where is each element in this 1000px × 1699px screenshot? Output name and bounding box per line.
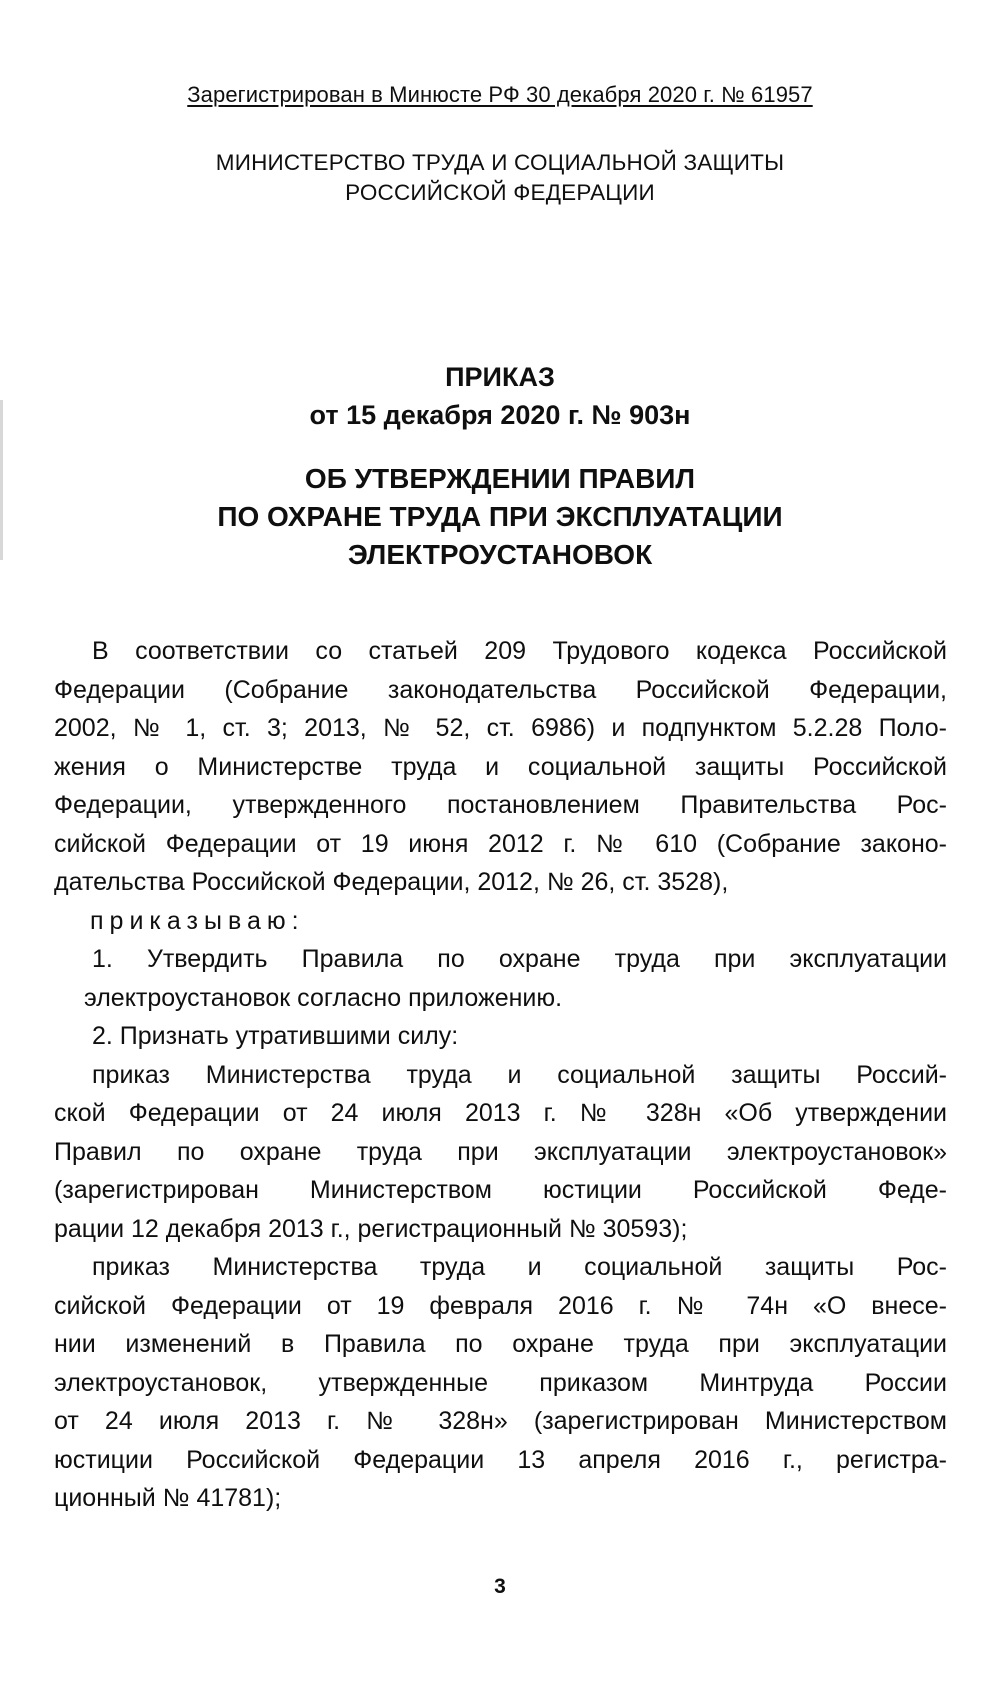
repealed-order-2-line: приказ Министерства труда и социальной защиты Рос-: [92, 1253, 947, 1281]
repealed-order-1-line: приказ Министерства труда и социальной защиты Россий-: [92, 1060, 947, 1089]
item-1-line: электроустановок согласно приложению.: [84, 983, 563, 1012]
title-line-2: ПО ОХРАНЕ ТРУДА ПРИ ЭКСПЛУАТАЦИИ: [217, 501, 783, 532]
ministry-heading: [0, 148, 1000, 208]
repealed-order-1-line: (зарегистрирован Министерством юстиции Российской Феде-: [54, 1176, 947, 1204]
title-line-1: ОБ УТВЕРЖДЕНИИ ПРАВИЛ: [304, 463, 696, 494]
body-line: сийской Федерации от 19 июня 2012 г. № 610 (Собрание законо-: [54, 829, 947, 858]
body-line: дательства Российской Федерации, 2012, № 26, ст. 3528),: [54, 868, 729, 896]
body-line: Федерации (Собрание законодательства Российской Федерации,: [54, 675, 947, 704]
body-line: 2002, № 1, ст. 3; 2013, № 52, ст. 6986) и подпунктом 5.2.28 Поло-: [54, 714, 947, 742]
repealed-order-2-line: сийской Федерации от 19 февраля 2016 г. № 74н «О внесе-: [54, 1291, 947, 1320]
repealed-order-1-line: Правил по охране труда при эксплуатации электроустановок»: [54, 1137, 947, 1166]
repealed-order-2-line: от 24 июля 2013 г. № 328н» (зарегистрирован Министерством: [54, 1407, 947, 1435]
item-2-line: 2. Признать утратившими силу:: [92, 1022, 459, 1050]
repealed-order-2-line: юстиции Российской Федерации 13 апреля 2016 г., регистра-: [54, 1445, 947, 1474]
item-1-line: 1. Утвердить Правила по охране труда при эксплуатации: [92, 945, 947, 973]
document-body: [54, 632, 947, 1518]
body-line: В соответствии со статьей 209 Трудового кодекса Российской: [92, 637, 947, 665]
repealed-order-1-line: рации 12 декабря 2013 г., регистрационный № 30593);: [54, 1214, 688, 1243]
order-label: ПРИКАЗ: [445, 362, 555, 392]
document-title: [0, 460, 1000, 574]
repealed-order-2-line: нии изменений в Правила по охране труда при эксплуатации: [54, 1330, 947, 1358]
repealed-order-2-line: ционный № 41781);: [54, 1484, 282, 1512]
repealed-order-1-line: ской Федерации от 24 июля 2013 г. № 328н «Об утверждении: [54, 1099, 947, 1127]
registration-note: Зарегистрирован в Минюсте РФ 30 декабря 2020 г. № 61957: [187, 82, 813, 107]
order-directive: приказываю:: [90, 906, 305, 935]
ministry-line-2: РОССИЙСКОЙ ФЕДЕРАЦИИ: [345, 180, 655, 205]
repealed-order-2-line: электроустановок, утвержденные приказом Минтруда России: [54, 1368, 947, 1397]
ministry-line-1: МИНИСТЕРСТВО ТРУДА И СОЦИАЛЬНОЙ ЗАЩИТЫ: [215, 150, 785, 175]
order-heading: [0, 358, 1000, 434]
page-number: 3: [494, 1575, 506, 1598]
title-line-3: ЭЛЕКТРОУСТАНОВОК: [347, 539, 653, 570]
order-date-number: от 15 декабря 2020 г. № 903н: [309, 400, 691, 430]
body-line: жения о Министерстве труда и социальной защиты Российской: [54, 752, 947, 781]
body-line: Федерации, утвержденного постановлением Правительства Рос-: [54, 791, 947, 819]
